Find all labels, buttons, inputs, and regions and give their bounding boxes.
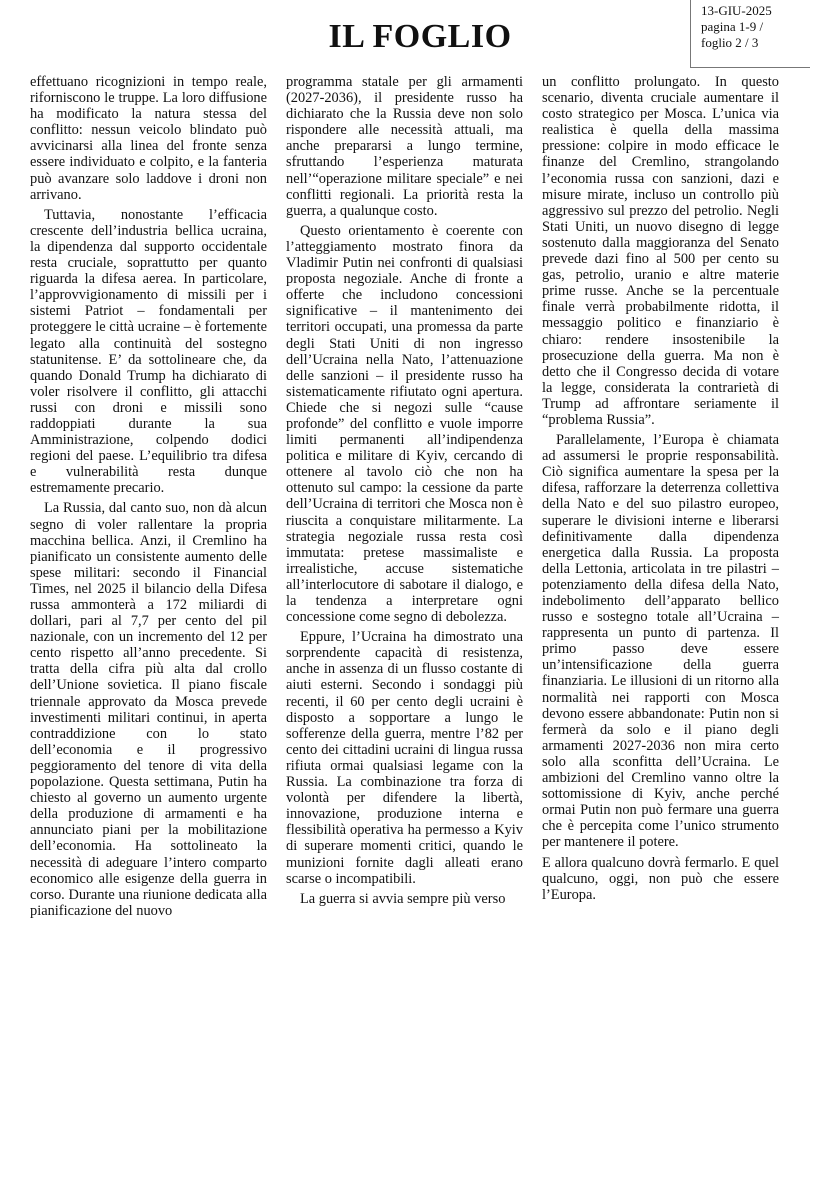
paragraph: La Russia, dal canto suo, non dà alcun segno di voler rallentare la propria macchina bellica. Anzi, il Cremlino ha pianificato un consistente aumento delle spese militari: secondo il Financial Times, nel 2025 il bilancio della Difesa russa ammonterà a 172 miliardi di dollari, pari al 7,7 per cento del pil nazionale, con un incremento del 12 per cento rispetto all’anno precedente. Si tratta della cifra più alta dal crollo dell’Unione sovietica. Il piano fiscale triennale approvato da Mosca prevede investimenti militari continui, in aperta contraddizione con lo stato dell’economia e il progressivo peggioramento del tenore di vita della popolazione. Questa settimana, Putin ha chiesto al governo un aumento urgente della produzione di armamenti e ha annunciato piani per la mobilitazione dell’economia. Ha sottolineato la necessità di adeguare l’intero comparto economico alle esigenze della guerra in corso. Durante una riunione dedicata alla pianificazione del nuovo: [30, 500, 267, 919]
paragraph: effettuano ricognizioni in tempo reale, riforniscono le truppe. La loro diffusione ha modificato la natura stessa del conflitto: nessun veicolo blindato può avvicinarsi alla linea del fronte senza essere individuato e colpito, e la fanteria può avanzare solo laddove i droni non arrivano.: [30, 74, 267, 203]
article-body: [30, 74, 790, 1184]
article-column-1: [30, 74, 267, 923]
paragraph: Questo orientamento è coerente con l’atteggiamento mostrato finora da Vladimir Putin nei confronti di qualsiasi proposta negoziale. Anche di fronte a offerte che includono concessioni significative – il mantenimento dei territori occupati, una promessa da parte degli Stati Uniti di non ingresso dell’Ucraina nella Nato, l’attenuazione delle sanzioni – il presidente russo ha sistematicamente rifiutato ogni apertura. Chiede che si negozi sulle “cause profonde” del conflitto e vuole imporre limiti permanenti all’indipendenza politica e militare di Kyiv, cercando di ottenere al tavolo ciò che non ha ottenuto sul campo: la cessione da parte dell’Ucraina di territori che Mosca non è riuscita a conquistare militarmente. La strategia negoziale russa resta così immutata: pretese massimaliste e irrealistiche, accuse sistematiche all’interlocutore di sabotare il dialogo, e la tendenza a interpretare ogni concessione come segno di debolezza.: [286, 222, 523, 626]
press-clipping-stamp: [690, 0, 810, 68]
stamp-date: 13-GIU-2025: [701, 3, 772, 18]
paragraph: Tuttavia, nonostante l’efficacia crescente dell’industria bellica ucraina, la dipendenza dal supporto occidentale resta cruciale, soprattutto per quanto riguarda la difesa aerea. In particolare, l’approvvigionamento di missili per i sistemi Patriot – fondamentali per proteggere le città ucraine – è fortemente legato alla continuità del sostegno statunitense. E’ da sottolineare che, da quando Donald Trump ha dichiarato di voler risolvere il conflitto, gli attacchi russi con droni e missili sono raddoppiati durante la sua Amministrazione, colpendo dodici regioni del paese. L’equilibrio tra difesa e vulnerabilità resta dunque estremamente precario.: [30, 206, 267, 497]
paragraph: un conflitto prolungato. In questo scenario, diventa cruciale aumentare il costo strategico per Mosca. L’unica via realistica è quella della massima pressione: colpire in modo efficace le finanze del Cremlino, strangolando l’economia russa con sanzioni, dazi e misure mirate, incluso un controllo più aggressivo sul prezzo del petrolio. Negli Stati Uniti, un nuovo disegno di legge sostenuto dalla maggioranza del Senato prevede dazi fino al 500 per cento su gas, petrolio, uranio e altre materie prime russe. Anche se la percentuale finale verrà probabilmente ridotta, il messaggio politico e finanziario è chiaro: rendere insostenibile la prosecuzione della guerra. Ma non è detto che il Congresso decida di votare la legge, considerata la contrarietà di Trump ad affrontare seriamente il “problema Russia”.: [542, 74, 779, 428]
article-column-3: [542, 74, 779, 907]
stamp-sheet: foglio 2 / 3: [701, 35, 759, 50]
paragraph: programma statale per gli armamenti (2027-2036), il presidente russo ha dichiarato che la Russia deve non solo rispondere alle necessità attuali, ma anche prepararsi a lungo termine, sfruttando l’esperienza maturata nell’“operazione militare speciale” e nei conflitti regionali. La priorità resta la guerra, a qualunque costo.: [286, 74, 523, 219]
article-column-2: [286, 74, 523, 911]
masthead: [0, 0, 815, 72]
stamp-page: pagina 1-9 /: [701, 19, 764, 34]
newspaper-title: IL FOGLIO: [328, 18, 512, 55]
paragraph: La guerra si avvia sempre più verso: [300, 890, 506, 907]
paragraph: Eppure, l’Ucraina ha dimostrato una sorprendente capacità di resistenza, anche in assenza di un flusso costante di aiuti esterni. Secondo i sondaggi più recenti, il 60 per cento degli ucraini è disposto a sopportare a lungo le sofferenze della guerra, mentre l’82 per cento dei cittadini ucraini di lingua russa rifiuta ormai qualsiasi legame con la Russia. La combinazione tra forza di volontà per difendere la libertà, innovazione, produzione interna e flessibilità operativa ha permesso a Kyiv di superare momenti critici, quando le munizioni fornite dagli alleati erano scarse o incompatibili.: [286, 629, 523, 887]
paragraph: E allora qualcuno dovrà fermarlo. E quel qualcuno, oggi, non può che essere l’Europa.: [542, 854, 779, 903]
paragraph: Parallelamente, l’Europa è chiamata ad assumersi le proprie responsabilità. Ciò significa aumentare la spesa per la difesa, rafforzare la deterrenza collettiva della Nato e del suo pilastro europeo, superare le divisioni interne e liberarsi definitivamente dalla dipendenza energetica dalla Russia. La proposta della Lettonia, articolata in tre pilastri – potenziamento della difesa della Nato, indebolimento dell’apparato bellico russo e sostegno totale all’Ucraina – rappresenta un punto di partenza. Il primo passo deve essere un’intensificazione della guerra finanziaria. Le illusioni di un ritorno alla normalità nei rapporti con Mosca devono essere abbandonate: Putin non si fermerà da solo e il piano degli armamenti 2027-2036 non mira certo solo alla sconfitta dell’Ucraina. Le ambizioni del Cremlino vanno oltre la sottomissione di Kyiv, anche perché ormai Putin non può fermare una guerra che è percepita come l’unico strumento per mantenere il potere.: [542, 432, 779, 851]
